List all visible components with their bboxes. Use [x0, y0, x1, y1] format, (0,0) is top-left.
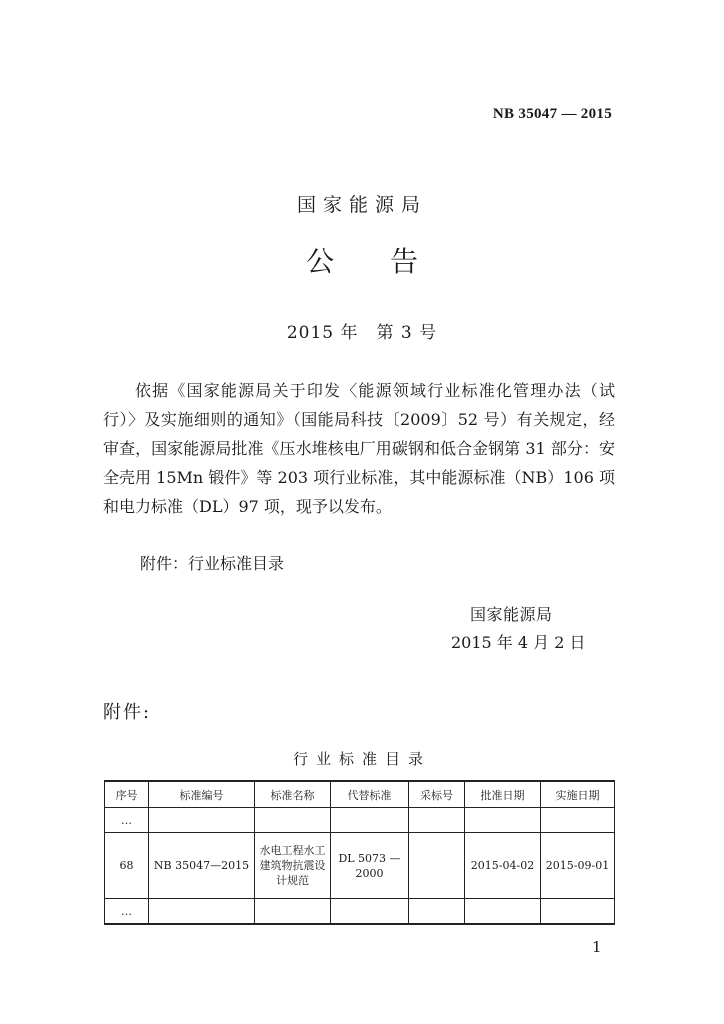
announcement-title: 公告	[305, 245, 474, 278]
column-header-replaces: 代替标准	[331, 781, 409, 808]
table-row	[105, 833, 615, 899]
column-header-approval-date: 批准日期	[465, 781, 541, 808]
cell-adopted	[409, 833, 465, 899]
catalog-title: 行业标准目录	[292, 750, 431, 768]
announcement-body: 依据《国家能源局关于印发〈能源领域行业标准化管理办法（试行）〉及实施细则的通知》（国能局科技〔2009〕52 号）有关规定，经审查，国家能源局批准《压水堆核电厂用碳钢和低合金钢第 31 部分：安全壳用 15Mn 锻件》等 203 项行业标准，其中能源标准（NB）106 项和电力标准（DL）97 项，现予以发布。	[103, 381, 615, 516]
signature-organization: 国家能源局	[470, 605, 553, 624]
standard-number: NB 35047 — 2015	[492, 106, 612, 122]
issuer-heading: 国家能源局	[296, 194, 427, 216]
page-number: 1	[592, 938, 602, 956]
attachment-heading: 附件:	[103, 702, 152, 723]
ellipsis-cell: …	[105, 899, 149, 925]
attachment-note: 附件：行业标准目录	[140, 554, 285, 573]
table-row	[105, 899, 615, 925]
signature-date: 2015 年 4 月 2 日	[451, 633, 586, 652]
cell-effective-date: 2015-09-01	[541, 833, 615, 899]
cell-number: NB 35047—2015	[149, 833, 255, 899]
issue-number: 2015 年 第 3 号	[286, 323, 438, 343]
table-header-row	[105, 781, 615, 808]
cell-replaces: DL 5073 — 2000	[331, 833, 409, 899]
cell-approval-date: 2015-04-02	[465, 833, 541, 899]
column-header-effective-date: 实施日期	[541, 781, 615, 808]
cell-seq: 68	[105, 833, 149, 899]
column-header-adopted: 采标号	[409, 781, 465, 808]
column-header-number: 标准编号	[149, 781, 255, 808]
column-header-name: 标准名称	[255, 781, 331, 808]
table-row	[105, 808, 615, 833]
ellipsis-cell: …	[105, 808, 149, 833]
standards-catalog-table	[104, 780, 615, 925]
column-header-seq: 序号	[105, 781, 149, 808]
cell-name: 水电工程水工建筑物抗震设计规范	[255, 833, 331, 899]
